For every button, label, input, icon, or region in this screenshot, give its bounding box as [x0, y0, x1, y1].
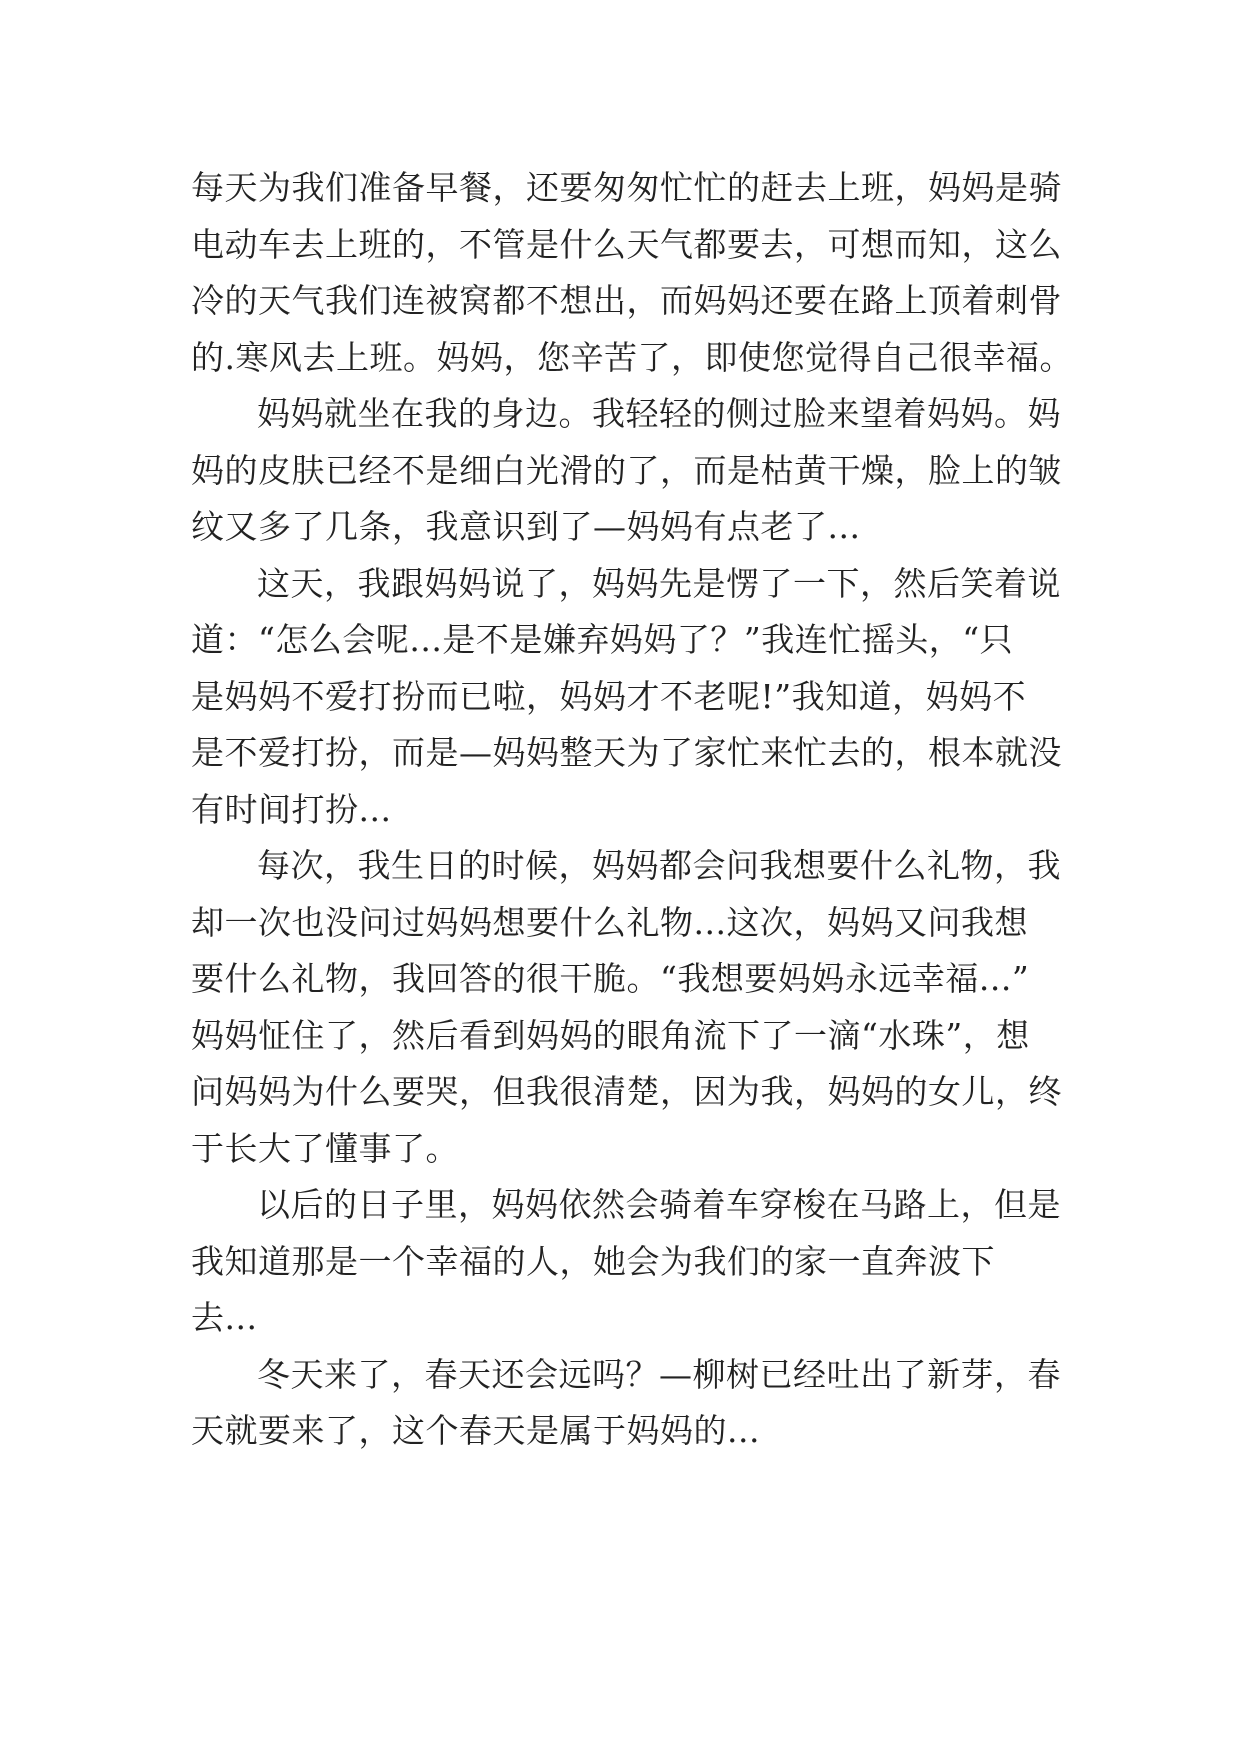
paragraph-first-line: 妈妈就坐在我的身边。我轻轻的侧过脸来望着妈妈。妈 — [257, 394, 1061, 433]
text-line: 天就要来了，这个春天是属于妈妈的... — [191, 1411, 760, 1450]
text-line: 妈的皮肤已经不是细白光滑的了，而是枯黄干燥，脸上的皱 — [191, 450, 1062, 490]
text-line: 有时间打扮... — [191, 789, 392, 829]
text-line: 每天为我们准备早餐，还要匆匆忙忙的赶去上班，妈妈是骑 — [191, 168, 1062, 207]
paragraph-first-line: 以后的日子里，妈妈依然会骑着车穿梭在马路上，但是 — [257, 1185, 1061, 1224]
document-body — [191, 160, 1071, 1460]
text-line: 纹又多了几条，我意识到了—妈妈有点老了... — [191, 507, 861, 546]
text-line: 要什么礼物，我回答的很干脆。“我想要妈妈永远幸福...” — [191, 959, 1030, 998]
text-line: 电动车去上班的，不管是什么天气都要去，可想而知，这么 — [191, 224, 1062, 264]
text-line: 于长大了懂事了。 — [191, 1128, 459, 1168]
text-line: 是不爱打扮，而是—妈妈整天为了家忙来忙去的，根本就没 — [191, 733, 1062, 772]
text-line: 冷的天气我们连被窝都不想出，而妈妈还要在路上顶着刺骨 — [191, 281, 1062, 320]
text-line: 问妈妈为什么要哭，但我很清楚，因为我，妈妈的女儿，终 — [191, 1072, 1062, 1111]
paragraph-first-line: 冬天来了，春天还会远吗？—柳树已经吐出了新芽，春 — [257, 1354, 1061, 1394]
text-line: 去... — [191, 1298, 258, 1337]
text-line: 的.寒风去上班。妈妈，您辛苦了，即使您觉得自己很幸福。 — [191, 337, 1073, 377]
text-line: 妈妈怔住了，然后看到妈妈的眼角流下了一滴“水珠”，想 — [191, 1015, 1030, 1055]
text-line: 道：“怎么会呢...是不是嫌弃妈妈了？”我连忙摇头，“只 — [191, 620, 1014, 659]
paragraph-first-line: 每次，我生日的时候，妈妈都会问我想要什么礼物，我 — [257, 846, 1061, 885]
text-line: 却一次也没问过妈妈想要什么礼物...这次，妈妈又问我想 — [191, 902, 1028, 942]
text-line: 我知道那是一个幸福的人，她会为我们的家一直奔波下 — [191, 1241, 995, 1281]
paragraph-first-line: 这天，我跟妈妈说了，妈妈先是愣了一下，然后笑着说 — [257, 563, 1061, 603]
text-line: 是妈妈不爱打扮而已啦，妈妈才不老呢!”我知道，妈妈不 — [191, 676, 1027, 716]
